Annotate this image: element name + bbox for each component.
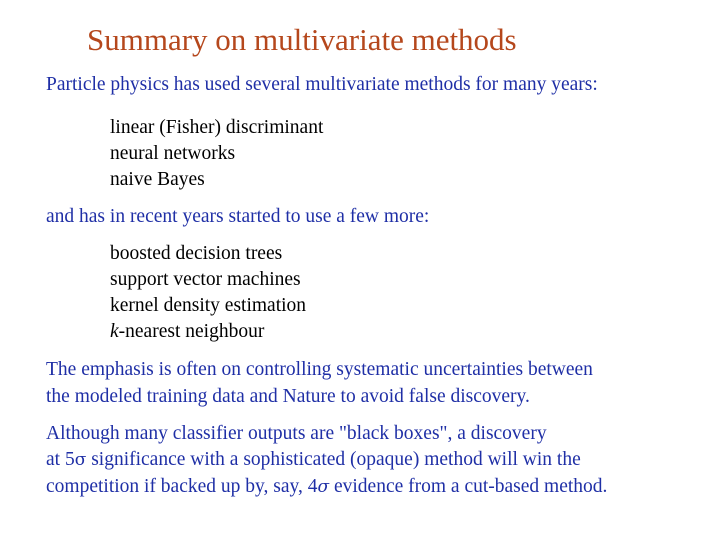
classifier-line-1: Although many classifier outputs are "black boxes", a discovery <box>46 423 547 444</box>
emphasis-line-1: The emphasis is often on controlling systematic uncertainties between <box>46 359 593 380</box>
method-item-fisher: linear (Fisher) discriminant <box>110 117 324 138</box>
classifier-line-3 <box>46 476 607 498</box>
sigma-symbol: σ <box>74 450 87 470</box>
method-item-naive-bayes: naive Bayes <box>110 169 205 190</box>
sigma-symbol-italic: σ <box>317 477 330 497</box>
intro-line-2: and has in recent years started to use a few more: <box>46 206 430 227</box>
classifier-line-3b: evidence from a cut-based method. <box>329 476 608 497</box>
intro-line-1: Particle physics has used several multivariate methods for many years: <box>46 74 598 95</box>
emphasis-line-2: the modeled training data and Nature to avoid false discovery. <box>46 386 530 407</box>
method-item-neural-networks: neural networks <box>110 143 236 164</box>
method-item-bdt: boosted decision trees <box>110 243 283 264</box>
classifier-line-2b: significance with a sophisticated (opaque) method will win the <box>86 449 581 470</box>
classifier-line-2 <box>46 449 581 471</box>
method-item-kde: kernel density estimation <box>110 295 307 316</box>
knn-rest: -nearest neighbour <box>118 321 265 342</box>
slide-title: Summary on multivariate methods <box>87 22 517 57</box>
method-item-knn <box>110 321 264 343</box>
knn-k: k <box>110 321 119 342</box>
classifier-line-2a: at 5 <box>46 449 75 470</box>
classifier-line-3a: competition if backed up by, say, 4 <box>46 476 318 497</box>
method-item-svm: support vector machines <box>110 269 301 290</box>
